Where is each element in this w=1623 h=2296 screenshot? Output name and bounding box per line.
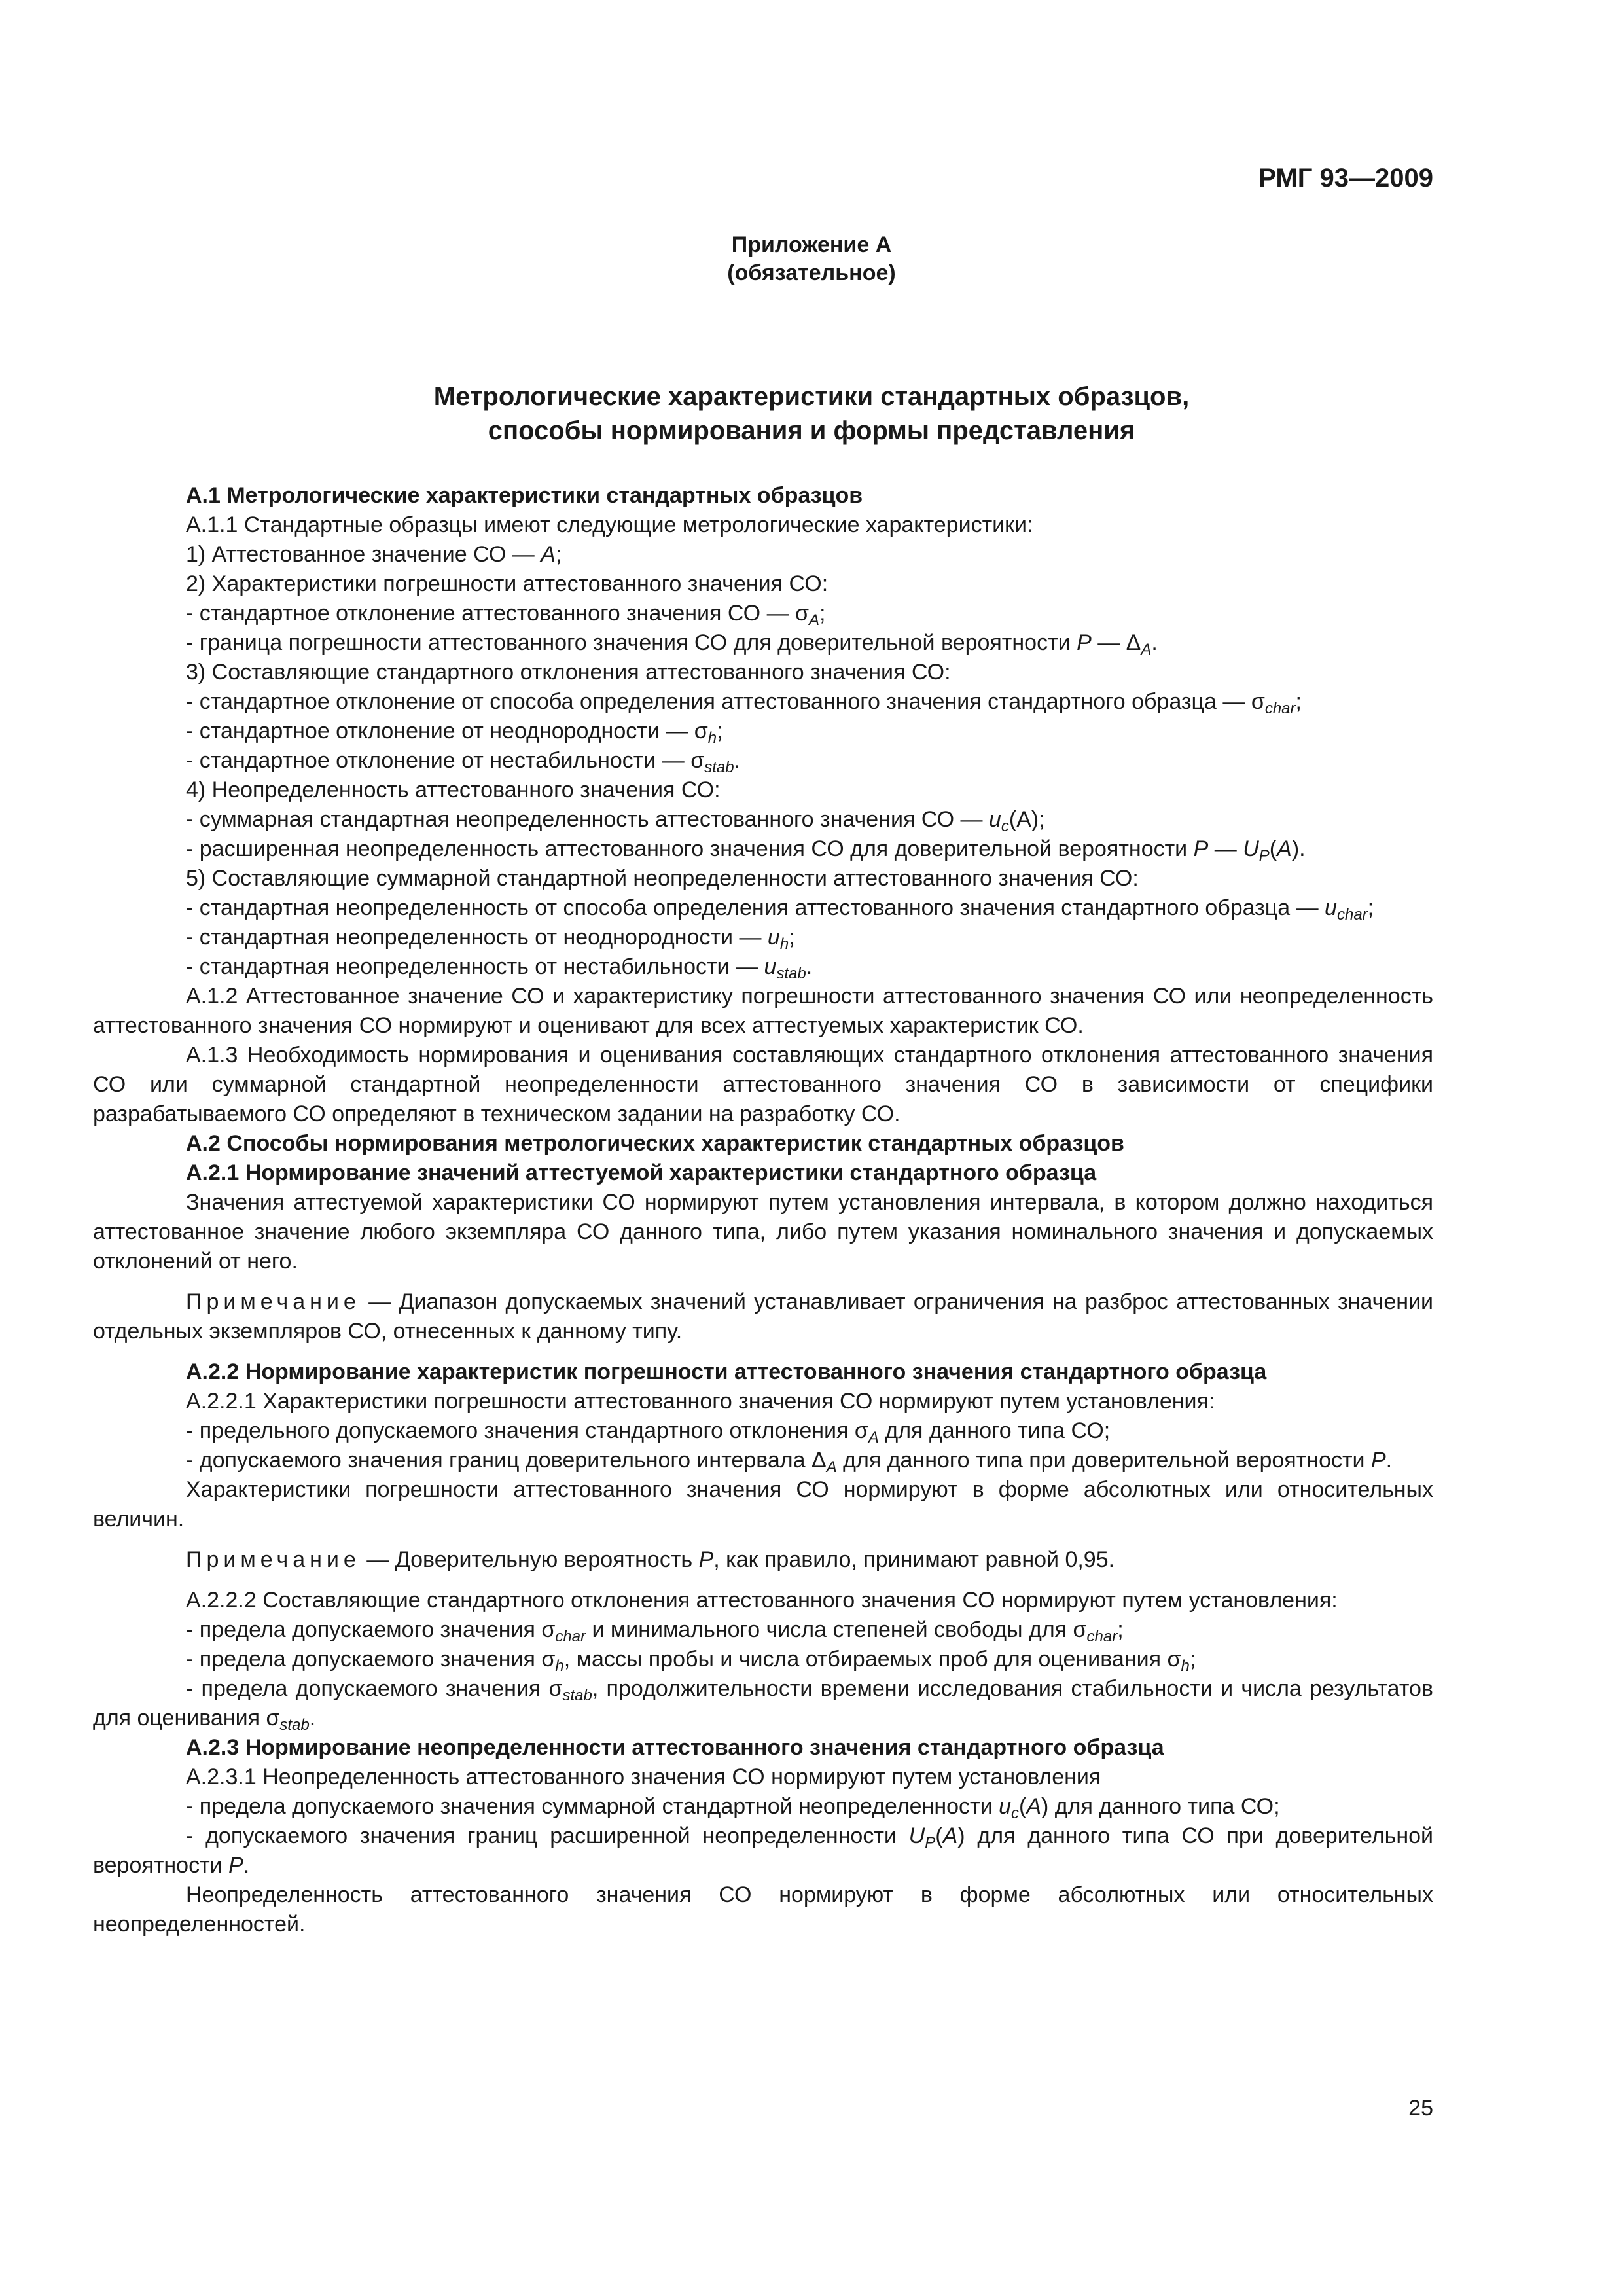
subsection-heading-a2-3: А.2.3 Нормирование неопределенности аттестованного значения стандартного образца	[186, 1735, 1164, 1760]
paragraph-a2-2-2: А.2.2.2 Составляющие стандартного отклонения аттестованного значения СО нормируют путем установления:	[186, 1588, 1338, 1613]
main-title	[0, 380, 1623, 448]
list-item: - стандартная неопределенность от нестабильности — $u_{stab}$.	[186, 954, 813, 982]
paragraph-a1-2: А.1.2 Аттестованное значение СО и характеристику погрешности аттестованного значения СО или неопределенность аттестованного значения СО нормируют и оценивают для всех аттестуемых характеристик СО.	[93, 984, 1433, 1038]
list-item: - предельного допускаемого значения стандартного отклонения $\sigma_A$ для данного типа СО;	[186, 1418, 1111, 1446]
paragraph-a2-3-2: Неопределенность аттестованного значения СО нормируют в форме абсолютных или относительных неопределенностей.	[93, 1882, 1433, 1937]
appendix-title: Приложение А	[731, 232, 892, 257]
paragraph-a2-3-1: А.2.3.1 Неопределенность аттестованного значения СО нормируют путем установления	[186, 1765, 1101, 1789]
list-item: 5) Составляющие суммарной стандартной неопределенности аттестованного значения СО:	[186, 866, 1139, 891]
list-item: - предела допускаемого значения $\sigma_h$, массы пробы и числа отбираемых проб для оценивания $\sigma_h$;	[186, 1647, 1196, 1675]
paragraph-a2-2-1: А.2.2.1 Характеристики погрешности аттестованного значения СО нормируют путем установления:	[186, 1389, 1215, 1414]
list-item: - суммарная стандартная неопределенность аттестованного значения СО — $u_c(A)$;	[186, 807, 1045, 835]
list-item: - стандартная неопределенность от способа определения аттестованного значения стандартного образца — $u_{char}$;	[186, 895, 1374, 924]
subsection-heading-a2-1: А.2.1 Нормирование значений аттестуемой характеристики стандартного образца	[186, 1160, 1097, 1185]
list-item: 3) Составляющие стандартного отклонения аттестованного значения СО:	[186, 660, 951, 685]
subsection-heading-a2-2: А.2.2 Нормирование характеристик погрешности аттестованного значения стандартного образца	[186, 1359, 1267, 1384]
list-item: - стандартное отклонение от способа определения аттестованного значения стандартного образца — $\sigma_{char}$;	[186, 689, 1302, 717]
list-item: 1) Аттестованное значение СО — A;	[186, 542, 562, 567]
list-item: - допускаемого значения границ расширенной неопределенности $U_P(A)$ для данного типа СО при доверительной вероятности P.	[93, 1823, 1434, 1878]
page-number: 25	[1408, 2096, 1433, 2121]
body-text	[93, 481, 1433, 1939]
paragraph-a1-1: А.1.1 Стандартные образцы имеют следующие метрологические характеристики:	[186, 512, 1033, 537]
list-item: - предела допускаемого значения суммарной стандартной неопределенности $u_c(A)$ для данного типа СО;	[186, 1794, 1280, 1822]
appendix-status: (обязательное)	[727, 260, 896, 285]
document-code: РМГ 93—2009	[1258, 164, 1433, 192]
list-item: - стандартное отклонение аттестованного значения СО — $\sigma_A$;	[186, 601, 826, 629]
paragraph-a2-2-1-form: Характеристики погрешности аттестованного значения СО нормируют в форме абсолютных или относительных величин.	[93, 1477, 1433, 1532]
section-heading-a2: А.2 Способы нормирования метрологических характеристик стандартных образцов	[186, 1131, 1124, 1156]
list-item: - стандартное отклонение от нестабильности — $\sigma_{stab}$.	[186, 748, 741, 776]
list-item: 2) Характеристики погрешности аттестованного значения СО:	[186, 571, 829, 596]
note: Примечание — Доверительную вероятность P, как правило, принимают равной 0,95.	[186, 1547, 1115, 1572]
appendix-heading	[0, 231, 1623, 287]
note: Примечание — Диапазон допускаемых значений устанавливает ограничения на разброс аттестованных значении отдельных экземпляров СО, отнесенных к данному типу.	[93, 1289, 1433, 1344]
list-item: - предела допускаемого значения $\sigma_{stab}$, продолжительности времени исследования стабильности и числа результатов для оценивания $\sigma_{stab}$.	[93, 1676, 1433, 1734]
paragraph-a1-3: А.1.3 Необходимость нормирования и оценивания составляющих стандартного отклонения аттестованного значения СО или суммарной стандартной неопределенности аттестованного значения СО в зависимости от специфики разрабатываемого СО определяют в техническом задании на разработку СО.	[93, 1043, 1433, 1126]
list-item: - допускаемого значения границ доверительного интервала $\Delta_A$ для данного типа при доверительной вероятности P.	[186, 1448, 1393, 1476]
list-item: - граница погрешности аттестованного значения СО для доверительной вероятности P — $\Delta_A$.	[186, 630, 1158, 658]
main-title-line-2: способы нормирования и формы представления	[488, 416, 1135, 445]
paragraph-a2-1: Значения аттестуемой характеристики СО нормируют путем установления интервала, в котором должно находиться аттестованное значение любого экземпляра СО данного типа, либо путем указания номинального значения и допускаемых отклонений от него.	[93, 1190, 1433, 1274]
list-item: - стандартная неопределенность от неоднородности — $u_h$;	[186, 925, 795, 953]
section-heading-a1: А.1 Метрологические характеристики стандартных образцов	[186, 483, 863, 508]
list-item: 4) Неопределенность аттестованного значения СО:	[186, 778, 721, 802]
list-item: - предела допускаемого значения $\sigma_{char}$ и минимального числа степеней свободы для $\sigma_{char}$;	[186, 1617, 1124, 1645]
list-item: - расширенная неопределенность аттестованного значения СО для доверительной вероятности P — $U_P(A)$.	[186, 836, 1306, 865]
list-item: - стандартное отклонение от неоднородности — $\sigma_h$;	[186, 719, 723, 747]
main-title-line-1: Метрологические характеристики стандартных образцов,	[433, 382, 1190, 411]
